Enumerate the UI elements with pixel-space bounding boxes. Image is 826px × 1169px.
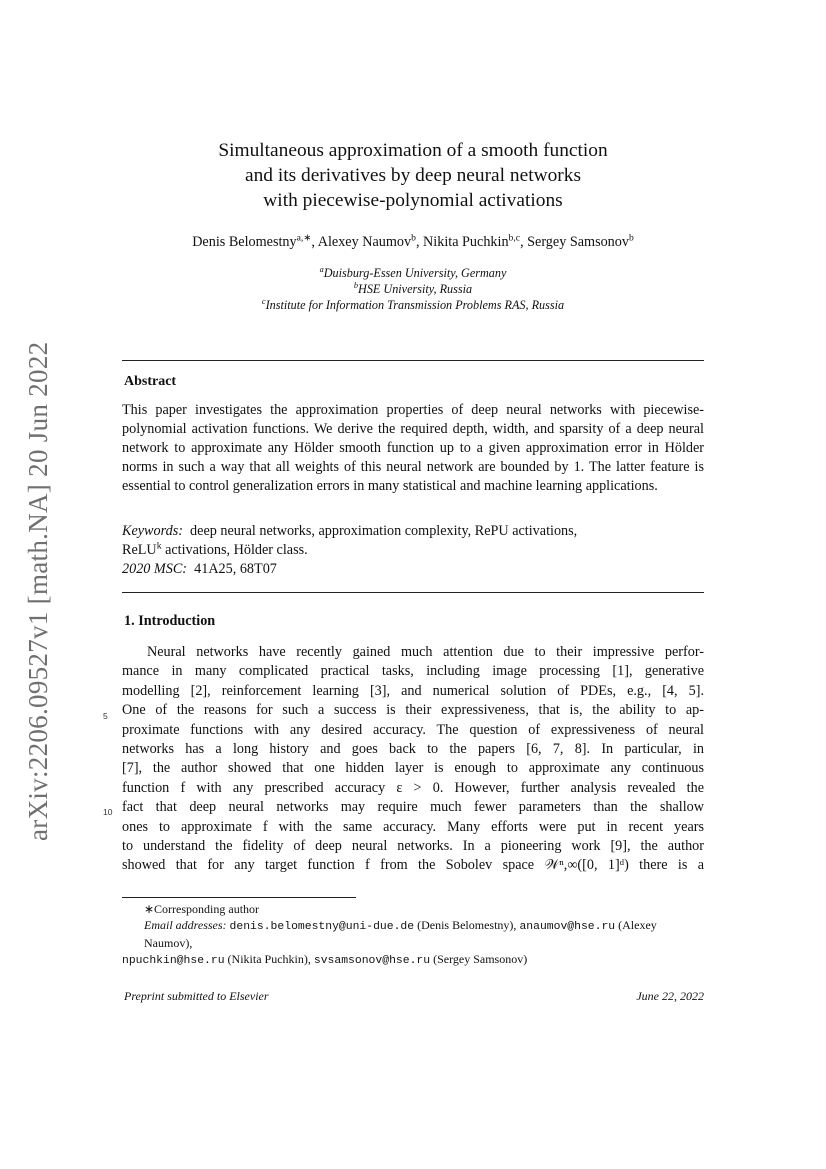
footnote <box>122 901 704 969</box>
email-link[interactable]: anaumov@hse.ru <box>519 921 616 933</box>
author-list: Denis Belomestny$^{a,∗}$, Alexey Naumov$^b$, Nikita Puchkin$^{b,c}$, Sergey Samsonov$^b$ <box>192 232 634 250</box>
email-owner: (Alexey Naumov), <box>144 918 657 950</box>
keywords-block <box>122 522 704 579</box>
arxiv-identifier-stamp: arXiv:2206.09527v1 [math.NA] 20 Jun 2022 <box>23 341 53 841</box>
text-line: ones to approximate f with the same accuracy. Many efforts were put in recent years <box>122 818 704 835</box>
abstract-bottom-rule <box>122 592 704 593</box>
author-affiliation-mark: b <box>411 232 416 244</box>
keywords-relu-exponent: k <box>156 540 162 552</box>
text-line: modelling [2], reinforcement learning [3], and numerical solution of PDEs, e.g., [4, 5]. <box>122 682 704 699</box>
email-owner: (Nikita Puchkin), <box>227 952 311 966</box>
text-line: Neural networks have recently gained much attention due to their impressive perfor- <box>147 644 704 660</box>
affiliation-mark: a <box>319 264 324 274</box>
keywords-text: activations, Hölder class. <box>161 542 308 558</box>
introduction-text <box>122 643 704 876</box>
footer-preprint-note: Preprint submitted to Elsevier <box>124 989 269 1003</box>
author-affiliation-mark: a,∗ <box>296 232 312 244</box>
abstract-text: This paper investigates the approximation properties of deep neural networks with piecewise-polynomial activation functions. We derive the required depth, width, and sparsity of a deep neural network to approximate any Hölder smooth function up to a given approximation error in Hölder norms in such a way that all weights of this neural network are bounded by 1. The latter feature is essential to control generalization errors in many statistical and machine learning applications. <box>122 402 704 494</box>
author-affiliation-mark: b,c <box>508 232 521 244</box>
footer-date: June 22, 2022 <box>636 989 704 1003</box>
affiliation <box>122 281 704 297</box>
msc-label: 2020 MSC: <box>122 561 188 577</box>
line-number: 5 <box>103 711 108 721</box>
text-line: mance in many complicated practical tasks, including image processing [1], generative <box>122 663 704 680</box>
author-name: Nikita Puchkin <box>423 234 509 250</box>
msc-line <box>122 560 704 579</box>
author-affiliation-mark: b <box>628 232 634 244</box>
line-number: 10 <box>103 807 113 817</box>
affiliation <box>122 297 704 313</box>
email-link[interactable]: svsamsonov@hse.ru <box>313 955 431 967</box>
keywords-label: Keywords: <box>122 523 183 539</box>
affiliation-mark: c <box>261 296 266 306</box>
author-name: Sergey Samsonov <box>527 234 629 250</box>
keywords-relu: ReLU <box>122 542 157 558</box>
keywords-line <box>122 522 704 541</box>
text-line: proximate functions with any desired accuracy. The question of expressiveness of neural <box>122 721 704 738</box>
text-line: fact that deep neural networks may require much fewer parameters than the shallow <box>122 799 704 816</box>
title-line: and its derivatives by deep neural networks <box>244 165 581 186</box>
text-line: showed that for any target function f from the Sobolev space 𝒲ⁿ,∞([0, 1]ᵈ) there is a <box>122 857 704 874</box>
author-name: Denis Belomestny <box>192 234 297 250</box>
email-link[interactable]: denis.belomestny@uni-due.de <box>229 921 415 933</box>
abstract-top-rule <box>122 360 704 361</box>
msc-codes: 41A25, 68T07 <box>194 561 277 577</box>
text-line: One of the reasons for such a success is their expressiveness, that is, the ability to ap- <box>122 702 704 719</box>
email-addresses-cont <box>122 952 527 966</box>
keywords-line <box>122 541 704 560</box>
footnote-rule <box>122 897 356 898</box>
text-line: function f with any prescribed accuracy ε > 0. However, further analysis revealed the <box>122 779 704 796</box>
email-label: Email addresses: <box>144 918 227 932</box>
affiliation-text: Institute for Information Transmission Problems RAS, Russia <box>265 298 565 312</box>
paper-title <box>122 138 704 213</box>
affiliation-text: Duisburg-Essen University, Germany <box>323 266 507 280</box>
text-line: [7], the author showed that one hidden layer is enough to approximate any continuous <box>122 760 704 777</box>
affiliation-list <box>122 265 704 313</box>
affiliation-mark: b <box>353 280 359 290</box>
text-line: to understand the fidelity of deep neural networks. In a pioneering work [9], the author <box>122 837 704 854</box>
email-link[interactable]: npuchkin@hse.ru <box>122 955 225 967</box>
title-block <box>122 138 704 213</box>
section-heading: 1. Introduction <box>124 613 216 629</box>
email-owner: (Denis Belomestny), <box>417 918 517 932</box>
corresponding-author-note: ∗Corresponding author <box>144 902 260 916</box>
affiliation <box>122 265 704 281</box>
email-owner: (Sergey Samsonov) <box>433 952 528 966</box>
keywords-text: deep neural networks, approximation complexity, RePU activations, <box>190 523 578 539</box>
email-addresses <box>122 917 704 951</box>
text-line: networks has a long history and goes back to the papers [6, 7, 8]. In particular, in <box>122 740 704 757</box>
abstract-heading: Abstract <box>124 374 177 389</box>
title-line: Simultaneous approximation of a smooth function <box>218 140 608 161</box>
author-name: Alexey Naumov <box>317 234 412 250</box>
title-line: with piecewise-polynomial activations <box>263 190 563 211</box>
affiliation-text: HSE University, Russia <box>358 282 473 296</box>
